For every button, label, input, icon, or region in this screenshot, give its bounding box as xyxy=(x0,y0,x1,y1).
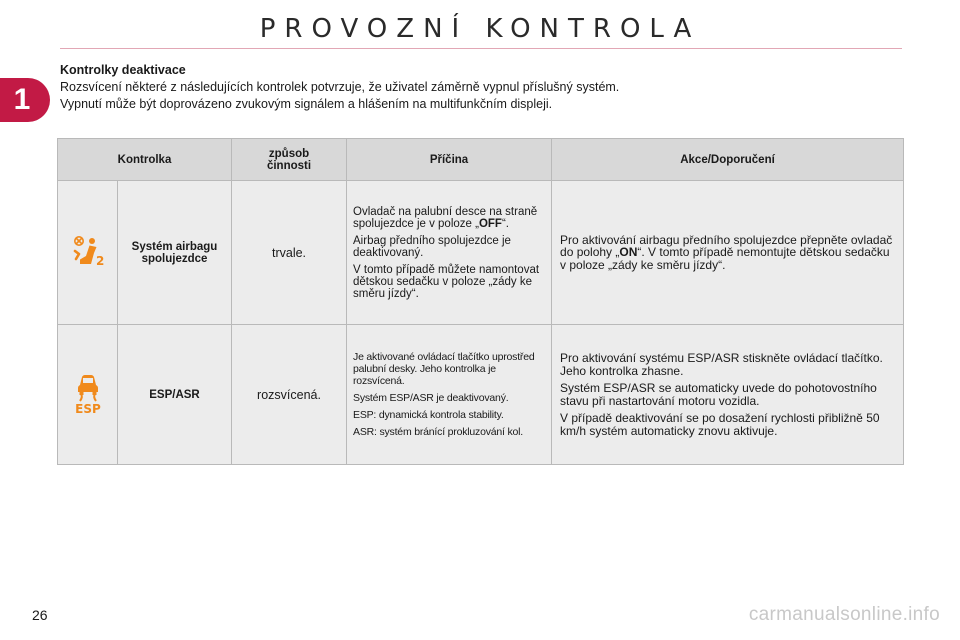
chapter-tab: 1 xyxy=(0,78,50,122)
cause-text: Je aktivované ovládací tlačítko uprostřed palubní desky. Jeho kontrolka je rozsvícená. xyxy=(353,351,535,387)
action-text: V případě deaktivování se po dosažení rychlosti přibližně 50 km/h systém automaticky znovu aktivuje. xyxy=(560,411,880,438)
section-heading: Kontrolky deaktivace xyxy=(60,63,186,77)
intro-line: Vypnutí může být doprovázeno zvukovým signálem a hlášením na multifunkčním displeji. xyxy=(60,97,553,111)
esp-skid-icon xyxy=(70,371,106,415)
header-pricina: Příčina xyxy=(347,139,552,181)
action-cell xyxy=(552,325,904,465)
title-divider xyxy=(60,48,902,49)
cause-text: Ovladač na palubní desce na straně spolujezdce je v poloze „OFF“. xyxy=(353,205,538,230)
cause-cell xyxy=(347,181,552,325)
action-cell xyxy=(552,181,904,325)
cause-text: ASR: systém bránící prokluzování kol. xyxy=(353,426,524,438)
table-row xyxy=(58,181,904,325)
cause-text: ESP: dynamická kontrola stability. xyxy=(353,409,504,421)
control-name: ESP/ASR xyxy=(118,325,232,465)
cause-text: V tomto případě můžete namontovat dětskou sedačku v poloze „zády ke směru jízdy“. xyxy=(353,263,540,300)
action-text: Pro aktivování systému ESP/ASR stiskněte ovládací tlačítko. Jeho kontrolka zhasne. xyxy=(560,351,883,378)
control-mode: trvale. xyxy=(232,181,347,325)
svg-text:2: 2 xyxy=(95,254,104,267)
header-kontrolka: Kontrolka xyxy=(58,139,232,181)
passenger-airbag-off-icon xyxy=(70,235,106,267)
table-header-row xyxy=(58,139,904,181)
control-mode: rozsvícená. xyxy=(232,325,347,465)
intro-text xyxy=(60,79,920,113)
control-table xyxy=(57,138,904,465)
table-row xyxy=(58,325,904,465)
header-zpusob xyxy=(232,139,347,181)
action-text: Pro aktivování airbagu předního spolujezdce přepněte ovladač do polohy „ON“. V tomto případě nemontujte dětskou sedačku v poloze „zády ke směru jízdy“. xyxy=(560,232,893,272)
control-name: Systém airbagu spolujezdce xyxy=(118,181,232,325)
watermark: carmanualsonline.info xyxy=(748,604,940,625)
page-number: 26 xyxy=(32,607,48,623)
svg-text:ESP: ESP xyxy=(74,402,101,415)
cause-text: Airbag předního spolujezdce je deaktivovaný. xyxy=(353,234,511,259)
intro-line: Rozsvícení některé z následujících kontrolek potvrzuje, že uživatel záměrně vypnul příslušný systém. xyxy=(60,80,620,94)
header-zpusob-label: způsob činnosti xyxy=(266,147,312,172)
action-text: Systém ESP/ASR se automaticky uvede do pohotovostního stavu při nastartování motoru vozidla. xyxy=(560,381,877,408)
cause-cell xyxy=(347,325,552,465)
icon-cell xyxy=(58,325,118,465)
page-title: PROVOZNÍ KONTROLA xyxy=(259,14,701,44)
header-akce: Akce/Doporučení xyxy=(552,139,904,181)
icon-cell xyxy=(58,181,118,325)
cause-text: Systém ESP/ASR je deaktivovaný. xyxy=(353,392,509,404)
